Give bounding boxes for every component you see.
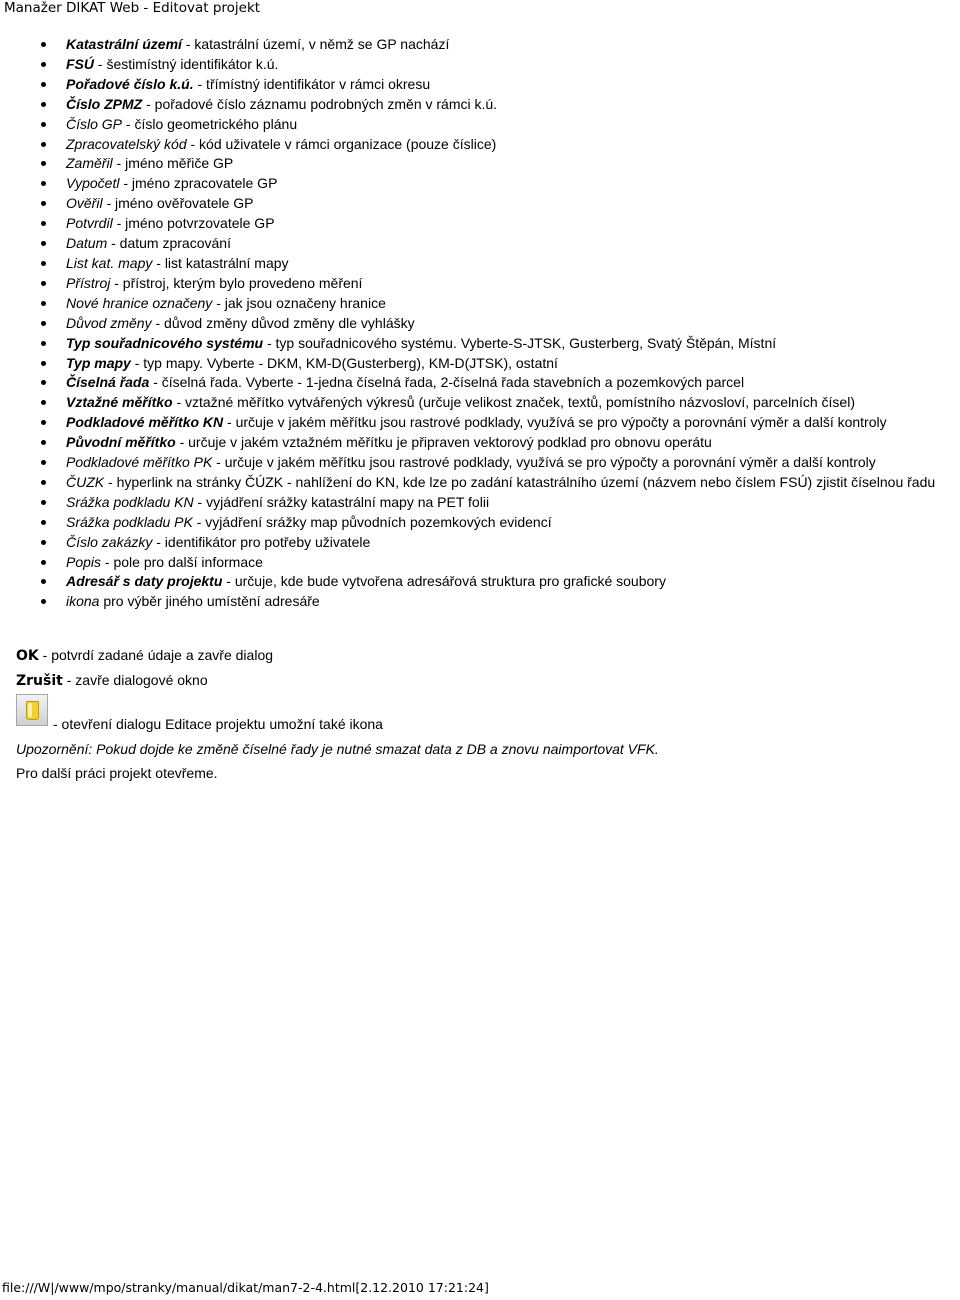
- item-description: - kód uživatele v rámci organizace (pouze číslice): [186, 135, 497, 152]
- list-item: [66, 513, 960, 533]
- item-description: - určuje v jakém vztažném měřítku je připraven vektorový podklad pro obnovu operátu: [175, 434, 712, 451]
- list-item: [66, 453, 960, 473]
- item-term: Popis: [66, 553, 102, 570]
- cancel-term: Zrušit: [16, 673, 63, 689]
- list-item: [66, 373, 960, 393]
- item-description: - přístroj, kterým bylo provedeno měření: [110, 274, 363, 291]
- item-description: - vyjádření srážky katastrální mapy na PET folii: [193, 493, 490, 510]
- item-term: Typ mapy: [66, 354, 131, 371]
- item-term: Katastrální území: [66, 36, 182, 52]
- list-item: [66, 234, 960, 254]
- item-description: - důvod změny důvod změny dle vyhlášky: [151, 314, 415, 331]
- list-item: [66, 35, 960, 55]
- ok-description: [16, 645, 273, 666]
- list-item: [66, 135, 960, 155]
- item-term: Datum: [66, 235, 108, 252]
- item-description: - identifikátor pro potřeby uživatele: [152, 533, 371, 550]
- item-description: - jméno zpracovatele GP: [119, 175, 278, 192]
- list-item: [66, 294, 960, 314]
- list-item: [66, 75, 960, 95]
- item-term: Nové hranice označeny: [66, 294, 213, 311]
- item-description: - jméno ověřovatele GP: [102, 195, 254, 212]
- item-term: Vztažné měřítko: [66, 394, 173, 411]
- list-item: [66, 413, 960, 433]
- item-term: Potvrdil: [66, 215, 113, 232]
- item-description: - pořadové číslo záznamu podrobných změn v rámci k.ú.: [142, 95, 498, 112]
- item-description: - vyjádření srážky map původních pozemkových evidencí: [192, 513, 552, 530]
- item-description: - číselná řada. Vyberte - 1-jedna číselná řada, 2-číselná řada stavebních a pozemkových parcel: [149, 374, 745, 391]
- item-term: Srážka podkladu PK: [66, 513, 193, 530]
- item-description: - hyperlink na stránky ČÚZK - nahlížení do KN, kde lze po zadání katastrálního území (názvem nebo číslem FSÚ) zjistit číselnou řadu: [104, 473, 936, 490]
- list-item: [66, 154, 960, 174]
- item-description: - datum zpracování: [107, 235, 231, 252]
- field-description-list: [66, 35, 960, 612]
- list-item: [66, 473, 960, 493]
- ok-term: OK: [16, 648, 39, 664]
- item-term: Typ souřadnicového systému: [66, 334, 264, 351]
- item-description: - typ mapy. Vyberte - DKM, KM-D(Gusterberg), KM-D(JTSK), ostatní: [130, 354, 558, 371]
- item-description: - pole pro další informace: [101, 553, 263, 570]
- icon-description: - otevření dialogu Editace projektu umožní také ikona: [53, 716, 383, 732]
- item-term: Přístroj: [66, 274, 111, 291]
- item-description: - šestimístný identifikátor k.ú.: [94, 55, 279, 72]
- item-description: - číslo geometrického plánu: [122, 115, 298, 132]
- item-description: pro výběr jiného umístění adresáře: [99, 593, 320, 610]
- item-term: Zpracovatelský kód: [66, 135, 187, 152]
- item-term: Adresář s daty projektu: [66, 573, 223, 590]
- item-term: Číselná řada: [66, 374, 150, 391]
- item-description: - určuje v jakém měřítku jsou rastrové podklady, využívá se pro výpočty a porovnání výměr a další kontroly: [223, 414, 887, 431]
- item-description: - jméno měřiče GP: [112, 155, 234, 172]
- item-term: ikona: [66, 593, 100, 610]
- item-term: Původní měřítko: [66, 434, 176, 451]
- list-item: [66, 254, 960, 274]
- edit-project-icon: [16, 694, 48, 726]
- item-term: Vypočetl: [66, 175, 120, 192]
- item-term: Ověřil: [66, 195, 103, 212]
- item-term: Podkladové měřítko PK: [66, 454, 213, 471]
- item-term: FSÚ: [66, 55, 94, 72]
- list-item: [66, 115, 960, 135]
- cancel-desc: - zavře dialogové okno: [62, 672, 208, 688]
- list-item: [66, 433, 960, 453]
- list-item: [66, 354, 960, 374]
- item-description: - vztažné měřítko vytvářených výkresů (určuje velikost značek, textů, pomístního názvosloví, parcelních čísel): [172, 394, 855, 411]
- item-description: - typ souřadnicového systému. Vyberte-S-JTSK, Gusterberg, Svatý Štěpán, Místní: [263, 334, 777, 351]
- item-description: - katastrální území, v němž se GP nachází: [181, 36, 450, 52]
- item-term: Důvod změny: [66, 314, 152, 331]
- list-item: [66, 493, 960, 513]
- item-term: Pořadové číslo k.ú.: [66, 75, 194, 92]
- list-item: [66, 592, 960, 612]
- closing-text: Pro další práci projekt otevřeme.: [16, 765, 218, 781]
- list-item: [66, 334, 960, 354]
- item-term: Podkladové měřítko KN: [66, 414, 224, 431]
- list-item: [66, 274, 960, 294]
- item-description: - třímístný identifikátor v rámci okresu: [193, 75, 431, 92]
- footer-file-path: file:///W|/www/mpo/stranky/manual/dikat/man7-2-4.html[2.12.2010 17:21:24]: [2, 1280, 489, 1295]
- item-term: ČUZK: [66, 473, 105, 490]
- item-description: - jméno potvrzovatele GP: [112, 215, 275, 232]
- ok-desc: - potvrdí zadané údaje a zavře dialog: [38, 647, 274, 663]
- warning-note: Upozornění: Pokud dojde ke změně číselné řady je nutné smazat data z DB a znovu naimportovat VFK.: [16, 741, 659, 757]
- page-header-title: Manažer DIKAT Web - Editovat projekt: [4, 0, 261, 16]
- item-term: List kat. mapy: [66, 254, 153, 271]
- item-term: Zaměřil: [66, 155, 113, 172]
- list-item: [66, 572, 960, 592]
- item-term: Číslo zakázky: [66, 533, 153, 550]
- item-description: - určuje, kde bude vytvořena adresářová struktura pro grafické soubory: [222, 573, 666, 590]
- item-description: - určuje v jakém měřítku jsou rastrové podklady, využívá se pro výpočty a porovnání výměr a další kontroly: [212, 454, 876, 471]
- list-item: [66, 314, 960, 334]
- list-item: [66, 214, 960, 234]
- list-item: [66, 194, 960, 214]
- item-term: Srážka podkladu KN: [66, 493, 194, 510]
- item-description: - list katastrální mapy: [152, 254, 289, 271]
- item-term: Číslo GP: [66, 115, 123, 132]
- list-item: [66, 553, 960, 573]
- item-term: Číslo ZPMZ: [66, 95, 143, 112]
- list-item: [66, 174, 960, 194]
- list-item: [66, 393, 960, 413]
- list-item: [66, 55, 960, 75]
- list-item: [66, 533, 960, 553]
- list-item: [66, 95, 960, 115]
- cancel-description: [16, 670, 208, 691]
- item-description: - jak jsou označeny hranice: [212, 294, 386, 311]
